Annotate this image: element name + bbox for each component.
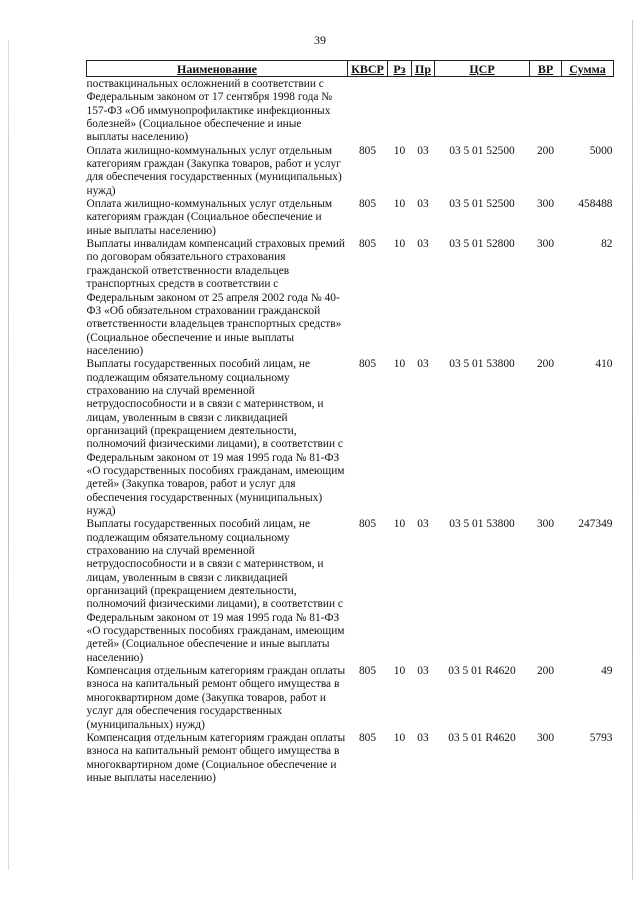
row-pr: 03 bbox=[417, 518, 429, 531]
row-kvsr: 805 bbox=[358, 198, 377, 211]
row-rz: 10 bbox=[393, 358, 406, 371]
budget-table bbox=[86, 60, 614, 785]
page-number: 39 bbox=[314, 33, 326, 47]
row-kvsr bbox=[348, 77, 388, 145]
row-csr: 03 5 01 52800 bbox=[449, 238, 515, 251]
row-rz: 10 bbox=[393, 144, 406, 157]
row-rz: 10 bbox=[393, 238, 406, 251]
header-name: Наименование bbox=[87, 61, 348, 77]
row-name: Выплаты государственных пособий лицам, не подлежащим обязательному социальному страхованию на случай временной нетрудоспособности и в связи с материнством, и лицам, уволенным в связи с ликвидацией организаций (прекращением деятельности, полномочий физическими лицами), в соответствии с Федеральным законом от 19 мая 1995 года № 81-ФЗ «О государственных пособиях гражданам, имеющим детей» (Социальное обеспечение и иные выплаты населению) bbox=[86, 518, 345, 664]
header-rz: Рз bbox=[388, 61, 412, 77]
header-sum: Сумма bbox=[562, 61, 614, 77]
scan-edge-left bbox=[8, 40, 9, 870]
row-sum: 5000 bbox=[589, 144, 613, 157]
table-row bbox=[87, 665, 614, 732]
row-vr bbox=[530, 77, 562, 145]
table-header-row bbox=[87, 61, 614, 77]
header-pr: Пр bbox=[412, 61, 435, 77]
row-kvsr: 805 bbox=[358, 238, 377, 251]
row-name: Выплаты инвалидам компенсаций страховых премий по договорам обязательного страхования гражданской ответственности владельцев транспортных средств в соответствии с Федеральным законом от 25 апреля 2002 года № 40-ФЗ «Об обязательном страховании гражданской ответственности владельцев транспортных средств» (Социальное обеспечение и иные выплаты населению) bbox=[86, 238, 346, 357]
row-pr: 03 bbox=[417, 238, 429, 251]
row-csr: 03 5 01 R4620 bbox=[448, 665, 516, 678]
row-pr bbox=[412, 77, 435, 145]
table-row bbox=[87, 518, 614, 665]
row-vr: 300 bbox=[536, 518, 555, 531]
row-pr: 03 bbox=[417, 144, 429, 157]
row-vr: 200 bbox=[536, 358, 555, 371]
row-name: Оплата жилищно-коммунальных услуг отдельным категориям граждан (Социальное обеспечение и иные выплаты населению) bbox=[86, 198, 333, 237]
row-sum: 82 bbox=[601, 238, 613, 251]
table-row bbox=[87, 358, 614, 518]
row-name: поствакцинальных осложнений в соответствии с Федеральным законом от 17 сентября 1998 года № 157-ФЗ «Об иммунопрофилактике инфекционных болезней» (Социальное обеспечение и иные выплаты населению) bbox=[86, 78, 333, 144]
row-csr bbox=[435, 77, 530, 145]
row-rz: 10 bbox=[393, 731, 406, 744]
row-name: Компенсация отдельным категориям граждан оплаты взноса на капитальный ремонт общего имущества в многоквартирном доме (Закупка товаров, работ и услуг для обеспечения государственных (муниципальных) нужд) bbox=[86, 665, 346, 731]
scan-edge-right bbox=[632, 20, 633, 880]
row-pr: 03 bbox=[417, 358, 429, 371]
row-vr: 200 bbox=[536, 144, 555, 157]
header-kvsr: КВСР bbox=[348, 61, 388, 77]
row-pr: 03 bbox=[417, 665, 429, 678]
row-rz: 10 bbox=[393, 518, 406, 531]
row-kvsr: 805 bbox=[358, 518, 377, 531]
table-row bbox=[87, 198, 614, 238]
table-body bbox=[87, 77, 614, 786]
row-kvsr: 805 bbox=[358, 144, 377, 157]
row-sum: 410 bbox=[595, 358, 613, 371]
table-row bbox=[87, 77, 614, 145]
row-csr: 03 5 01 52500 bbox=[449, 198, 515, 211]
row-vr: 300 bbox=[536, 198, 555, 211]
row-rz: 10 bbox=[393, 665, 406, 678]
row-vr: 200 bbox=[536, 665, 555, 678]
row-kvsr: 805 bbox=[358, 665, 377, 678]
row-sum: 5793 bbox=[589, 731, 613, 744]
row-vr: 300 bbox=[536, 731, 555, 744]
row-vr: 300 bbox=[536, 238, 555, 251]
row-pr: 03 bbox=[417, 198, 429, 211]
row-name: Компенсация отдельным категориям граждан оплаты взноса на капитальный ремонт общего имущества в многоквартирном доме (Социальное обеспечение и иные выплаты населению) bbox=[86, 731, 346, 784]
row-csr: 03 5 01 53800 bbox=[449, 358, 515, 371]
row-sum: 247349 bbox=[578, 518, 613, 531]
row-name: Выплаты государственных пособий лицам, не подлежащим обязательному социальному страхованию на случай временной нетрудоспособности и в связи с материнством, и лицам, уволенным в связи с ликвидацией организаций (прекращением деятельности, полномочий физическими лицами), в соответствии с Федеральным законом от 19 мая 1995 года № 81-ФЗ «О государственных пособиях гражданам, имеющим детей» (Закупка товаров, работ и услуг для обеспечения государственных (муниципальных) нужд) bbox=[86, 358, 345, 517]
row-sum bbox=[562, 77, 614, 145]
row-csr: 03 5 01 53800 bbox=[449, 518, 515, 531]
row-pr: 03 bbox=[417, 731, 429, 744]
row-rz bbox=[388, 77, 412, 145]
row-csr: 03 5 01 R4620 bbox=[448, 731, 516, 744]
header-vr: ВР bbox=[530, 61, 562, 77]
row-kvsr: 805 bbox=[358, 358, 377, 371]
header-csr: ЦСР bbox=[435, 61, 530, 77]
table-row bbox=[87, 145, 614, 198]
row-rz: 10 bbox=[393, 198, 406, 211]
table-row bbox=[87, 238, 614, 358]
row-sum: 49 bbox=[601, 665, 613, 678]
row-kvsr: 805 bbox=[358, 731, 377, 744]
row-sum: 458488 bbox=[578, 198, 613, 211]
table-row bbox=[87, 732, 614, 785]
row-csr: 03 5 01 52500 bbox=[449, 144, 515, 157]
row-name: Оплата жилищно-коммунальных услуг отдельным категориям граждан (Закупка товаров, работ и услуг для обеспечения государственных (муниципальных) нужд) bbox=[86, 144, 342, 197]
